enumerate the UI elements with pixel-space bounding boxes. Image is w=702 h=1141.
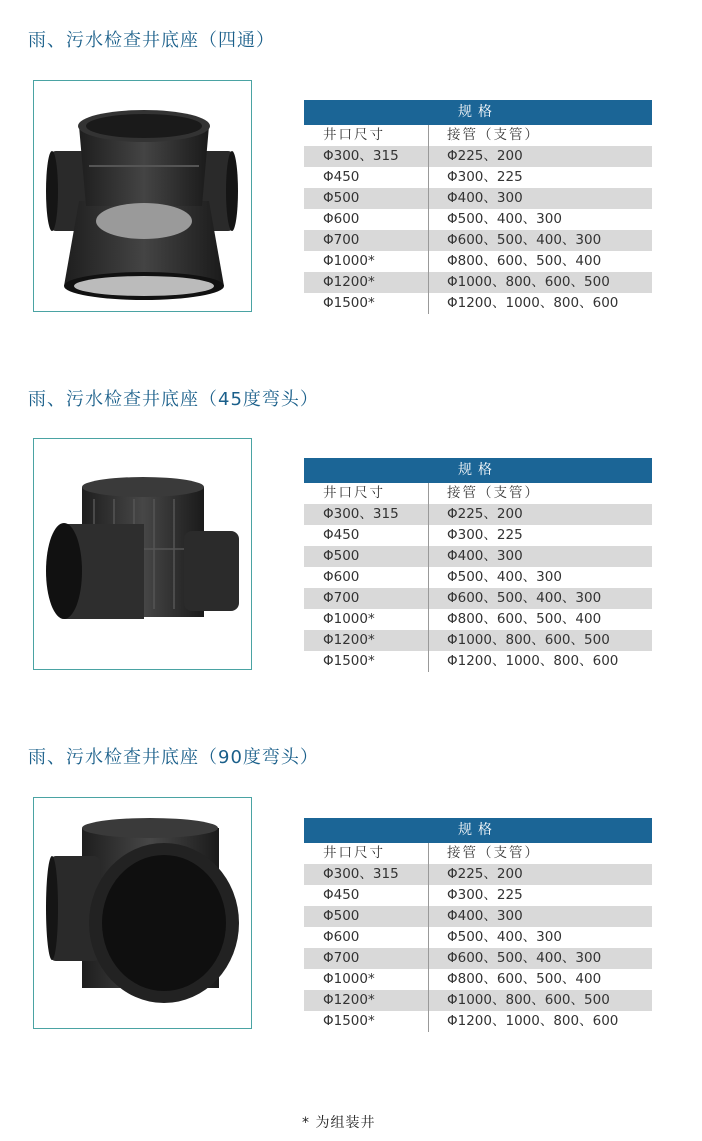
table-row: [304, 651, 652, 672]
table-row: [304, 167, 652, 188]
45-elbow-base-illustration: [34, 439, 253, 671]
col-header-opening-size: 井口尺寸: [323, 127, 385, 143]
table-row: [304, 567, 652, 588]
table-header-row: [304, 125, 652, 146]
pipe-size-cell: Φ400、300: [447, 548, 523, 564]
section-title-45-elbow: 雨、污水检查井底座（45度弯头）: [28, 389, 319, 410]
pipe-size-cell: Φ800、600、500、400: [447, 611, 602, 627]
opening-size-cell: Φ1000*: [323, 971, 375, 987]
opening-size-cell: Φ500: [323, 908, 360, 924]
pipe-size-cell: Φ800、600、500、400: [447, 971, 602, 987]
pipe-size-cell: Φ225、200: [447, 148, 523, 164]
table-row: [304, 146, 652, 167]
pipe-size-cell: Φ300、225: [447, 527, 523, 543]
spec-table-90-elbow: [304, 818, 652, 1032]
table-row: [304, 609, 652, 630]
table-row: [304, 630, 652, 651]
table-header-row: [304, 483, 652, 504]
table-row: [304, 927, 652, 948]
table-row: [304, 525, 652, 546]
spec-header: 规格: [304, 818, 652, 843]
product-image-90-elbow: [33, 797, 252, 1029]
table-row: [304, 990, 652, 1011]
opening-size-cell: Φ500: [323, 190, 360, 206]
four-way-base-illustration: [34, 81, 253, 313]
col-header-pipe: 接管（支管）: [447, 845, 540, 861]
opening-size-cell: Φ600: [323, 211, 360, 227]
opening-size-cell: Φ1500*: [323, 653, 375, 669]
90-elbow-base-illustration: [34, 798, 253, 1030]
product-image-four-way: [33, 80, 252, 312]
section-title-four-way: 雨、污水检查井底座（四通）: [28, 30, 275, 51]
table-row: [304, 188, 652, 209]
table-row: [304, 504, 652, 525]
pipe-size-cell: Φ225、200: [447, 866, 523, 882]
opening-size-cell: Φ1500*: [323, 295, 375, 311]
table-row: [304, 293, 652, 314]
opening-size-cell: Φ450: [323, 887, 360, 903]
col-header-opening-size: 井口尺寸: [323, 485, 385, 501]
col-header-pipe: 接管（支管）: [447, 485, 540, 501]
pipe-size-cell: Φ400、300: [447, 190, 523, 206]
pipe-size-cell: Φ1000、800、600、500: [447, 632, 610, 648]
opening-size-cell: Φ1500*: [323, 1013, 375, 1029]
pipe-size-cell: Φ1200、1000、800、600: [447, 1013, 619, 1029]
table-row: [304, 230, 652, 251]
table-header-row: [304, 843, 652, 864]
opening-size-cell: Φ300、315: [323, 148, 399, 164]
pipe-size-cell: Φ1000、800、600、500: [447, 274, 610, 290]
opening-size-cell: Φ1000*: [323, 253, 375, 269]
pipe-size-cell: Φ300、225: [447, 887, 523, 903]
pipe-size-cell: Φ1200、1000、800、600: [447, 653, 619, 669]
opening-size-cell: Φ700: [323, 950, 360, 966]
pipe-size-cell: Φ225、200: [447, 506, 523, 522]
table-row: [304, 209, 652, 230]
opening-size-cell: Φ500: [323, 548, 360, 564]
table-row: [304, 948, 652, 969]
table-row: [304, 588, 652, 609]
pipe-size-cell: Φ500、400、300: [447, 569, 562, 585]
section-title-90-elbow: 雨、污水检查井底座（90度弯头）: [28, 747, 319, 768]
spec-header: 规格: [304, 100, 652, 125]
table-row: [304, 906, 652, 927]
col-header-pipe: 接管（支管）: [447, 127, 540, 143]
table-row: [304, 546, 652, 567]
opening-size-cell: Φ1000*: [323, 611, 375, 627]
spec-header: 规格: [304, 458, 652, 483]
pipe-size-cell: Φ500、400、300: [447, 211, 562, 227]
opening-size-cell: Φ450: [323, 169, 360, 185]
opening-size-cell: Φ600: [323, 569, 360, 585]
pipe-size-cell: Φ400、300: [447, 908, 523, 924]
spec-table-45-elbow: [304, 458, 652, 672]
footnote-assembled-well: * 为组装井: [302, 1115, 376, 1131]
table-row: [304, 251, 652, 272]
table-row: [304, 1011, 652, 1032]
pipe-size-cell: Φ600、500、400、300: [447, 590, 602, 606]
table-row: [304, 885, 652, 906]
opening-size-cell: Φ700: [323, 232, 360, 248]
pipe-size-cell: Φ600、500、400、300: [447, 232, 602, 248]
opening-size-cell: Φ300、315: [323, 506, 399, 522]
pipe-size-cell: Φ1000、800、600、500: [447, 992, 610, 1008]
opening-size-cell: Φ600: [323, 929, 360, 945]
opening-size-cell: Φ300、315: [323, 866, 399, 882]
pipe-size-cell: Φ600、500、400、300: [447, 950, 602, 966]
col-header-opening-size: 井口尺寸: [323, 845, 385, 861]
pipe-size-cell: Φ1200、1000、800、600: [447, 295, 619, 311]
spec-table-four-way: [304, 100, 652, 314]
opening-size-cell: Φ1200*: [323, 992, 375, 1008]
pipe-size-cell: Φ800、600、500、400: [447, 253, 602, 269]
opening-size-cell: Φ1200*: [323, 274, 375, 290]
table-row: [304, 272, 652, 293]
table-row: [304, 864, 652, 885]
pipe-size-cell: Φ300、225: [447, 169, 523, 185]
table-row: [304, 969, 652, 990]
pipe-size-cell: Φ500、400、300: [447, 929, 562, 945]
opening-size-cell: Φ1200*: [323, 632, 375, 648]
opening-size-cell: Φ450: [323, 527, 360, 543]
opening-size-cell: Φ700: [323, 590, 360, 606]
product-image-45-elbow: [33, 438, 252, 670]
